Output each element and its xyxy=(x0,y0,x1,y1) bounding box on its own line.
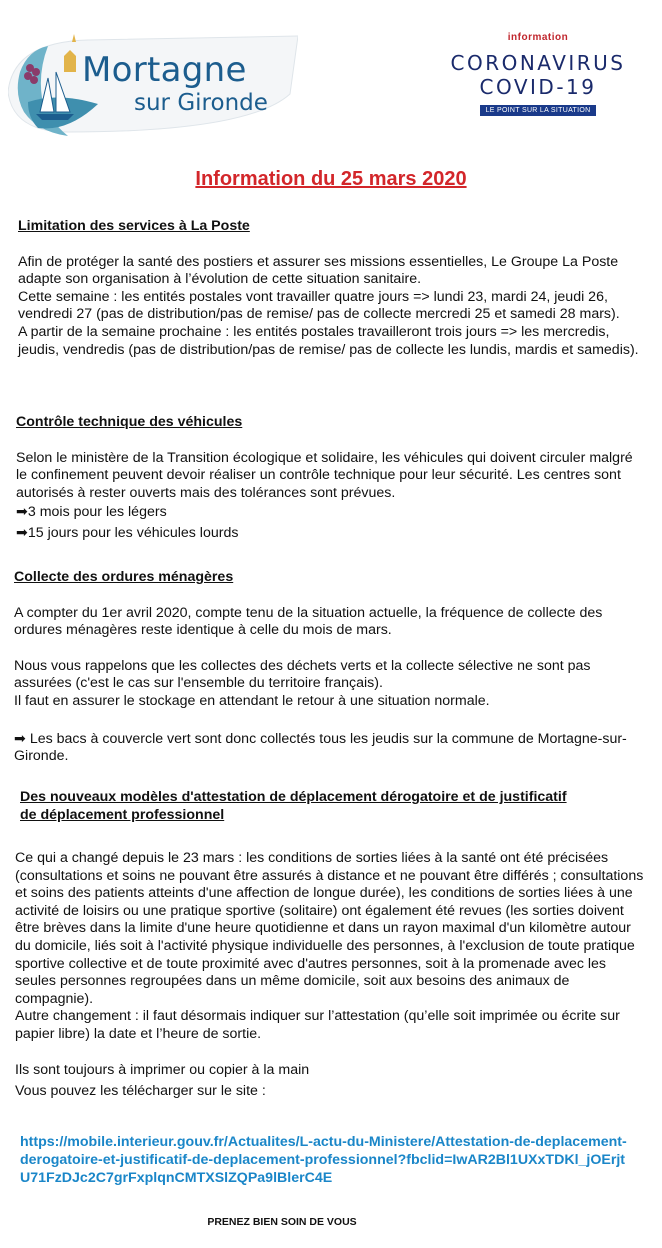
section-la-poste xyxy=(18,218,646,359)
covid-tag: LE POINT SUR LA SITUATION xyxy=(480,105,597,116)
paragraph: A compter du 1er avril 2020, compte tenu de la situation actuelle, la fréquence de collecte des ordures ménagères reste identique à celle du mois de mars. xyxy=(14,604,603,639)
paragraph: Ce qui a changé depuis le 23 mars : les conditions de sorties liées à la santé ont été précisées (consultations et soins ne pouvant être assurés à distance et ne pouvant être différés ; consultations et soins des patients atteints d'une affection de longue durée), les conditions de sorties liées à une activité de loisirs ou une pratique sportive (solitaire) ont également été revues (les sorties doivent être brèves dans la limite d'une heure quotidienne et dans un rayon maximal d'un kilomètre autour du domicile, liés soit à l'activité physique individuelle des personnes, à l'exclusion de toute pratique sportive collective et de toute proximité avec d'autres personnes, soit à la promenade avec les seules personnes regroupées dans un même domicile, soit aux besoins des animaux de compagnie). xyxy=(15,850,644,1007)
section-ordures-menageres xyxy=(14,569,648,766)
paragraph: A partir de la semaine prochaine : les entités postales travailleront trois jours => les mercredis, jeudis, vendredis (pas de distribution/pas de remise/ pas de collecte les lundis, mardis et samedis). xyxy=(18,323,639,358)
section-heading: Contrôle technique des véhicules xyxy=(16,414,243,430)
page-header xyxy=(0,0,662,140)
arrow-icon: ➡ xyxy=(14,730,26,747)
paragraph: Nous vous rappelons que les collectes des déchets verts et la collecte sélective ne sont pas assurées (c'est le cas sur l'ensemble du territoire français). xyxy=(14,657,591,692)
attestation-link[interactable]: https://mobile.interieur.gouv.fr/Actualites/L-actu-du-Ministere/Attestation-de-deplacement-derogatoire-et-justificatif-de-deplacement-professionnel?fbclid=IwAR2Bl1UXxTDKl_jOErjtU71FzDJc2C7grFxplqnCMTXSlZQPa9lBlerC4E xyxy=(20,1134,627,1186)
section-heading-line2: de déplacement professionnel xyxy=(20,806,225,823)
paragraph: Il faut en assurer le stockage en attendant le retour à une situation normale. xyxy=(14,692,490,709)
page-title: Information du 25 mars 2020 xyxy=(195,168,467,190)
covid-subtitle: COVID-19 xyxy=(479,75,597,99)
page-title-wrap xyxy=(0,168,662,191)
paragraph: Cette semaine : les entités postales vont travailler quatre jours => lundi 23, mardi 24, jeudi 26, vendredi 27 (pas de distribution/pas de remise/ pas de collecte mercredi 25 et samedi 28 mars). xyxy=(18,288,620,323)
arrow-icon: ➡ xyxy=(16,524,28,541)
paragraph: Afin de protéger la santé des postiers et assurer ses missions essentielles, Le Groupe La Poste adapte son organisation à l’évolution de cette situation sanitaire. xyxy=(18,253,619,288)
paragraph: Autre changement : il faut désormais indiquer sur l’attestation (qu’elle soit imprimée ou écrite sur papier libre) la date et l’heure de sortie. xyxy=(15,1008,620,1042)
bullet-item: ➡3 mois pour les légers xyxy=(16,504,167,521)
covid-info-label: information xyxy=(507,32,569,43)
section-attestation xyxy=(20,789,646,824)
section-attestation-body xyxy=(15,850,649,1101)
section-controle-technique xyxy=(16,414,646,543)
paragraph: Ils sont toujours à imprimer ou copier à la main xyxy=(15,1061,310,1078)
paragraph: Vous pouvez les télécharger sur le site : xyxy=(15,1083,266,1100)
logo-subtitle: sur Gironde xyxy=(134,90,268,116)
arrow-icon: ➡ xyxy=(16,504,28,521)
paragraph: ➡ Les bacs à couvercle vert sont donc collectés tous les jeudis sur la commune de Mortagne-sur-Gironde. xyxy=(14,730,627,765)
covid-title: CORONAVIRUS xyxy=(450,51,626,75)
logo-title: Mortagne xyxy=(82,50,247,90)
paragraph: Selon le ministère de la Transition écologique et solidaire, les véhicules qui doivent circuler malgré le confinement peuvent devoir réaliser un contrôle technique pour leur sécurité. Les centres sont autorisés à rester ouverts mais des tolérances sont prévues. xyxy=(16,449,633,501)
bullet-item: ➡15 jours pour les véhicules lourds xyxy=(16,524,239,541)
covid-banner xyxy=(438,32,638,132)
mortagne-logo xyxy=(8,32,298,142)
section-heading: Des nouveaux modèles d'attestation de déplacement dérogatoire et de justificatif xyxy=(20,789,567,805)
footer-message: PRENEZ BIEN SOIN DE VOUS xyxy=(207,1216,357,1228)
section-heading: Collecte des ordures ménagères xyxy=(14,569,234,585)
section-heading: Limitation des services à La Poste xyxy=(18,218,250,234)
